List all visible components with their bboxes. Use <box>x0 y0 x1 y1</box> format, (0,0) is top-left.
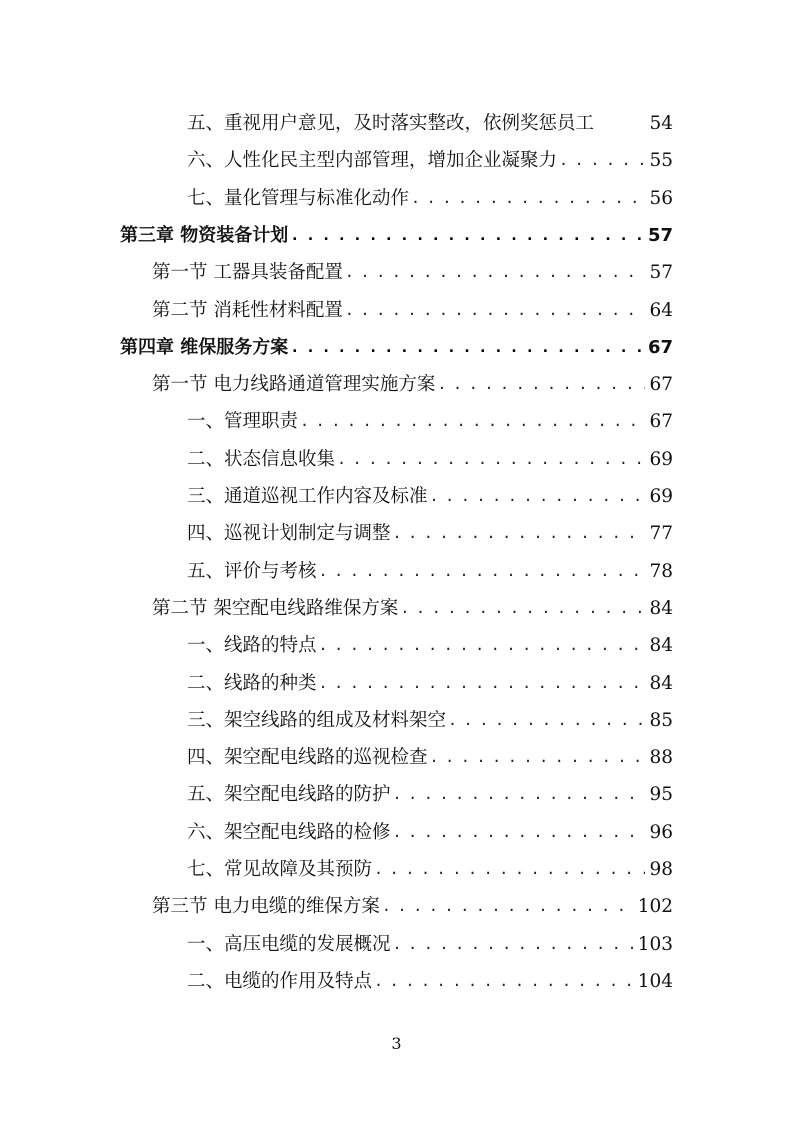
toc-entry-page: 104 <box>637 970 673 992</box>
toc-item-entry[interactable] <box>187 173 673 210</box>
toc-entry-title: 一、线路的特点 <box>187 635 317 657</box>
toc-leader-dots <box>411 187 645 210</box>
toc-entry-page: 84 <box>649 597 673 619</box>
toc-entry-title: 二、状态信息收集 <box>187 448 336 470</box>
toc-item-entry[interactable] <box>187 508 673 545</box>
toc-entry-page: 98 <box>649 859 673 880</box>
toc-section-entry[interactable] <box>152 583 673 620</box>
toc-leader-dots <box>319 672 646 695</box>
toc-item-entry[interactable] <box>187 396 673 433</box>
toc-entry-page: 84 <box>649 672 673 694</box>
toc-section-entry[interactable] <box>152 359 673 396</box>
toc-leader-dots <box>393 933 634 956</box>
toc-entry-page: 103 <box>637 933 673 955</box>
toc-leader-dots <box>393 522 646 545</box>
toc-entry-title: 第三节 电力电缆的维保方案 <box>152 896 380 918</box>
toc-entry-page: 102 <box>637 896 673 918</box>
toc-item-entry[interactable] <box>187 956 673 993</box>
toc-entry-title: 第一节 电力线路通道管理实施方案 <box>152 374 436 396</box>
toc-section-entry[interactable] <box>152 285 673 322</box>
toc-item-entry[interactable] <box>187 658 673 695</box>
toc-entry-title: 一、高压电缆的发展概况 <box>187 933 391 955</box>
toc-leader-dots <box>319 560 646 583</box>
toc-leader-dots <box>345 299 646 322</box>
toc-entry-page: 78 <box>649 560 673 582</box>
toc-entry-page: 84 <box>649 635 673 657</box>
toc-entry-page: 77 <box>649 523 673 545</box>
toc-item-entry[interactable] <box>187 546 673 583</box>
toc-item-entry[interactable] <box>187 695 673 732</box>
toc-item-entry[interactable] <box>187 434 673 471</box>
toc-item-entry[interactable] <box>187 807 673 844</box>
toc-entry-title: 四、架空配电线路的巡视检查 <box>187 747 428 769</box>
toc-entry-page: 67 <box>647 336 673 358</box>
toc-entry-page: 69 <box>649 448 673 470</box>
toc-item-entry[interactable] <box>187 98 673 135</box>
toc-leader-dots <box>448 709 645 732</box>
toc-item-entry[interactable] <box>187 620 673 657</box>
toc-entry-page: 57 <box>647 224 673 246</box>
toc-item-entry[interactable] <box>187 732 673 769</box>
toc-leader-dots <box>290 224 644 247</box>
toc-leader-dots <box>345 261 646 284</box>
toc-leader-dots <box>559 149 645 172</box>
toc-entry-title: 第一节 工器具装备配置 <box>152 262 343 284</box>
toc-chapter-entry[interactable] <box>120 322 673 359</box>
toc-entry-page: 88 <box>649 747 673 769</box>
toc-entry-title: 二、电缆的作用及特点 <box>187 970 373 992</box>
toc-entry-title: 一、管理职责 <box>187 411 299 433</box>
toc-entry-title: 七、常见故障及其预防 <box>187 859 373 880</box>
toc-entry-page: 67 <box>649 374 673 396</box>
toc-entry-page: 95 <box>649 784 673 806</box>
toc-leader-dots <box>393 783 646 806</box>
toc-entry-title: 六、架空配电线路的检修 <box>187 821 391 843</box>
toc-entry-page: 57 <box>649 262 673 284</box>
toc-entry-page: 56 <box>649 187 673 209</box>
toc-leader-dots <box>382 895 634 918</box>
toc-leader-dots <box>374 970 634 993</box>
toc-leader-dots <box>374 858 645 881</box>
toc-entry-page: 55 <box>649 150 673 172</box>
toc-entry-title: 第二节 架空配电线路维保方案 <box>152 597 399 619</box>
toc-item-entry[interactable] <box>187 919 673 956</box>
toc-leader-dots <box>430 746 646 769</box>
toc-section-entry[interactable] <box>152 247 673 284</box>
toc-leader-dots <box>400 597 645 620</box>
toc-item-entry[interactable] <box>187 769 673 806</box>
toc-item-entry[interactable] <box>187 844 673 881</box>
toc-entry-title: 七、量化管理与标准化动作 <box>187 187 410 209</box>
toc-entry-title: 第三章 物资装备计划 <box>120 224 289 246</box>
toc-entry-page: 64 <box>649 299 673 321</box>
toc-leader-dots <box>393 821 646 844</box>
toc-entry-title: 五、架空配电线路的防护 <box>187 784 391 806</box>
toc-entry-page: 96 <box>649 821 673 843</box>
toc-leader-dots <box>437 373 645 396</box>
toc-entry-title: 五、评价与考核 <box>187 560 317 582</box>
toc-entry-page: 54 <box>649 113 673 134</box>
toc-item-entry[interactable] <box>187 135 673 172</box>
toc-leader-dots <box>337 448 645 471</box>
toc-entry-title: 二、线路的种类 <box>187 672 317 694</box>
toc-entry-title: 四、巡视计划制定与调整 <box>187 523 391 545</box>
toc-section-entry[interactable] <box>152 881 673 918</box>
toc-entry-page: 85 <box>649 709 673 731</box>
toc-leader-dots <box>300 410 645 433</box>
toc-entry-page: 67 <box>649 411 673 433</box>
toc-leader-dots <box>319 634 646 657</box>
toc-entry-title: 六、人性化民主型内部管理，增加企业凝聚力 <box>187 150 558 172</box>
toc-entry-title: 三、架空线路的组成及材料架空 <box>187 709 447 731</box>
toc-entry-page: 69 <box>649 486 673 507</box>
toc-item-entry[interactable] <box>187 471 673 508</box>
page-number: 3 <box>391 1034 402 1053</box>
toc-entry-title: 五、重视用户意见，及时落实整改，依例奖惩员工 <box>187 113 595 134</box>
toc-leader-dots <box>430 485 646 508</box>
toc-chapter-entry[interactable] <box>120 210 673 247</box>
toc-entry-title: 三、通道巡视工作内容及标准 <box>187 486 428 507</box>
toc-entry-title: 第二节 消耗性材料配置 <box>152 299 343 321</box>
toc-leader-dots <box>290 336 644 359</box>
toc-entry-title: 第四章 维保服务方案 <box>120 336 289 358</box>
